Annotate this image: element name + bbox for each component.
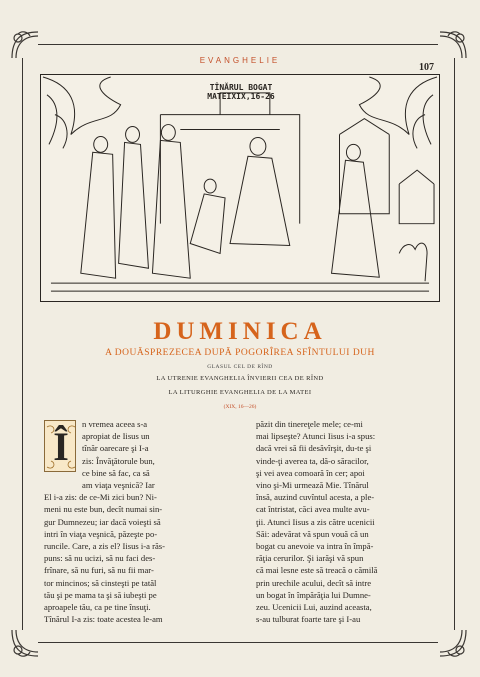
utrenie-line: LA UTRENIE EVANGHELIA ÎNVIERII CEA DE RÎND [156,375,324,382]
illustration-svg [41,75,439,301]
body-text-line: vino şi-Mi urmează Mie. Tînărul [256,480,369,491]
body-text-line: zeu. Ucenicii Lui, auzind aceasta, [256,602,372,613]
frame-top-rule [38,44,438,45]
body-text-line: runcile. Care, a zis el? Iisus i-a răs- [44,541,165,552]
body-column-right [256,418,436,625]
body-text-line: tău şi pe mama ta şi să iubeşti pe [44,589,157,600]
body-text-line: răţia cerurilor. Şi iarăşi vă spun [256,553,364,564]
body-text-line: păzit din tinereţele mele; ce-mi [256,419,363,429]
body-text-line: ce bine să fac, ca să [82,467,150,478]
body-text-line: Săi: adevărat vă spun vouă că un [256,528,369,539]
body-text-line: tînăr oarecare şi I-a [82,443,149,454]
liturghie-line: LA LITURGHIE EVANGHELIA DE LA MATEI [168,389,312,396]
body-text-line: dacă vrei să fii desăvîrşit, du-te şi [256,443,372,454]
illustration-caption-reference: MATEIXIX,16-26 [207,92,275,101]
glas-line: GLASUL CEL DE RÎND [207,364,273,370]
illustration-caption-title: TÎNĂRUL BOGAT [209,83,273,92]
scripture-reference: (XIX, 16—26) [223,404,257,410]
body-text-line: n vremea aceea s-a [82,419,148,429]
frame-bottom-rule [38,642,438,643]
page-title: DUMINICA [153,318,327,345]
illustration-caption [181,83,301,101]
body-text-line: prin urechile acului, decît să intre [256,577,372,588]
frame-right-rule [454,58,455,630]
body-text-line: s-au tulburat foarte tare şi I-au [256,614,361,625]
body-text-line: însă, auzind cuvîntul acesta, a ple- [256,492,375,503]
dropcap-letter: Î [53,424,69,469]
corner-ornament-icon [436,28,470,62]
frame-left-rule [22,58,23,630]
page-subtitle: A DOUĂSPREZECEA DUPĂ POGORÎREA SFÎNTULUI DUH [105,348,375,358]
body-text-line: ţii. Atunci Iisus a zis către ucenicii [256,516,375,527]
running-header: EVANGHELIE [199,56,281,65]
body-text-line: intri în viaţa veşnică, păzeşte po- [44,528,158,539]
body-text-line: bogat cu anevoie va intra în împă- [256,541,374,552]
body-text-line: mai lipseşte? Atunci Iisus i-a spus: [256,431,376,442]
body-text-line: că mai lesne este să treacă o cămilă [256,565,378,576]
body-column-left [44,418,234,625]
body-text-line: tor mincinos; să cinsteşti pe tatăl [44,577,157,588]
body-text-line: meni nu este bun, decît numai sin- [44,504,163,515]
body-text-line: gur Dumnezeu; iar dacă voieşti să [44,516,161,527]
body-text-line: aproapele tău, ca pe tine însuţi. [44,602,151,613]
body-text-line: apropiat de Iisus un [82,431,150,442]
corner-ornament-icon [436,626,470,660]
body-text-line: cat întristat, căci avea multe avu- [256,504,370,515]
body-text-line: puns: să nu ucizi, să nu faci des- [44,553,156,564]
body-text-line: zis: Învăţătorule bun, [82,455,155,466]
body-text-line: şi vei avea comoară în cer; apoi [256,467,365,478]
body-text-line: un bogat în împărăţia lui Dumne- [256,589,371,600]
body-text-line: frînare, să nu furi, să nu fii mar- [44,565,154,576]
body-text-line: El i-a zis: de ce-Mi zici bun? Ni- [44,492,157,503]
corner-ornament-icon [8,28,42,62]
body-text-line: Tînărul I-a zis: toate acestea le-am [44,614,163,625]
page-number: 107 [419,62,434,73]
illustration-drawing [40,74,440,302]
corner-ornament-icon [8,626,42,660]
body-text-line: vinde-ţi averea ta, dă-o săracilor, [256,455,369,466]
body-text-line: am viaţa veşnică? Iar [82,480,155,491]
